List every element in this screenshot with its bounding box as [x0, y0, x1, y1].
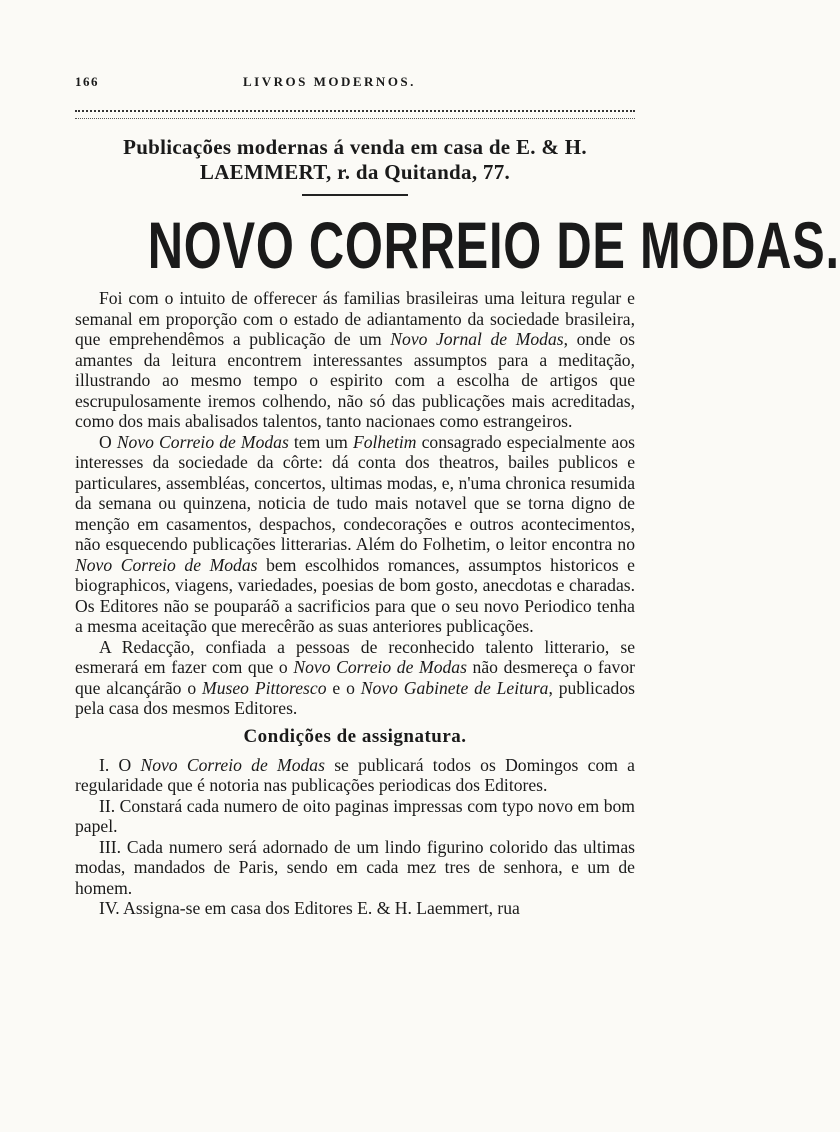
publisher-heading	[75, 135, 635, 185]
body-paragraph	[75, 637, 635, 719]
text-run: tem um	[288, 431, 353, 452]
condition-item	[75, 898, 635, 919]
conditions-list	[75, 755, 635, 919]
text-run: A Redacção, confiada a pessoas de reconhecido talento litterario, se esmerará em fazer com que o	[75, 636, 635, 677]
italic-title: Folhetim	[352, 431, 417, 452]
text-run: , onde os amantes da leitura encontrem interessantes assumptos para a meditação, illustrando ao mesmo tempo o espirito com a escolha de artigos que escrupulosamente iremos colhendo, não só das publicações mais acreditadas, como dos mais abalisados talentos, tanto nacionaes como estrangeiros.	[75, 329, 635, 431]
running-title: LIVROS MODERNOS.	[243, 74, 416, 89]
italic-title: Novo Correio de Modas	[140, 754, 325, 775]
text-run: e o	[326, 677, 361, 698]
italic-title: Museo Pittoresco	[202, 677, 327, 698]
page-number: 166	[75, 74, 99, 89]
condition-item	[75, 796, 635, 837]
ornamental-rule	[75, 110, 635, 119]
text-run: se publicará todos os Domingos com a regularidade que é notoria nas publicações periodicas dos Editores.	[75, 754, 635, 795]
body-text	[75, 288, 635, 919]
italic-title: Novo Correio de Modas	[75, 554, 258, 575]
italic-title: Novo Gabinete de Leitura	[360, 677, 549, 698]
text-run: bem escolhidos romances, assumptos historicos e biographicos, viagens, variedades, poesias de bom gosto, anecdotas e charadas. Os Editores não se pouparáõ a sacrificios para que o seu novo Periodico tenha a mesma aceitação que merecêrão as suas anteriores publicações.	[75, 554, 635, 636]
text-run: III. Cada numero será adornado de um lindo figurino colorido das ultimas modas, mandados de Paris, sendo em cada mez tres de senhora, e um de homem.	[75, 836, 635, 898]
paragraphs	[75, 288, 635, 719]
condition-item	[75, 755, 635, 796]
text-run: Foi com o intuito de offerecer ás familias brasileiras uma leitura regular e semanal em proporção com o estado de adiantamento da sociedade brasileira, que emprehendêmos a publicação de um	[75, 288, 635, 349]
italic-title: Novo Jornal de Modas	[390, 329, 564, 349]
text-run: , publicados pela casa dos mesmos Editores.	[75, 677, 635, 718]
text-run: consagrado especialmente aos interesses da sociedade da côrte: dá conta dos theatros, bailes publicos e particulares, assembléas, concertos, ultimas modas, e, n'uma chronica resumida da semana ou quinzena, noticia de tudo mais notavel que se torna digno de menção em casamentos, despachos, condecorações e outros acontecimentos, não esquecendo publicações litterarias. Além do Folhetim, o leitor encontra no	[75, 431, 635, 554]
page	[75, 70, 840, 919]
condition-item	[75, 837, 635, 899]
publisher-heading-line2: LAEMMERT, r. da Quitanda, 77.	[199, 160, 511, 184]
italic-title: Novo Correio de Modas	[293, 657, 467, 677]
periodical-title: NOVO CORREIO DE MODAS.	[147, 208, 840, 282]
publisher-heading-line1: Publicações modernas á venda em casa de E. & H.	[123, 135, 587, 159]
text-run: I. O	[99, 754, 141, 775]
running-head	[75, 70, 635, 92]
short-rule	[302, 194, 408, 196]
conditions-heading: Condições de assignatura.	[243, 725, 467, 747]
body-paragraph	[75, 432, 635, 637]
text-run: IV. Assigna-se em casa dos Editores E. & H. Laemmert, rua	[99, 898, 520, 918]
text-run: O	[99, 431, 117, 452]
text-run: II. Constará cada numero de oito paginas impressas com typo novo em bom papel.	[75, 795, 635, 836]
italic-title: Novo Correio de Modas	[116, 431, 289, 452]
text-run: não desmereça o favor que alcançárão o	[75, 657, 635, 698]
body-paragraph	[75, 288, 635, 432]
